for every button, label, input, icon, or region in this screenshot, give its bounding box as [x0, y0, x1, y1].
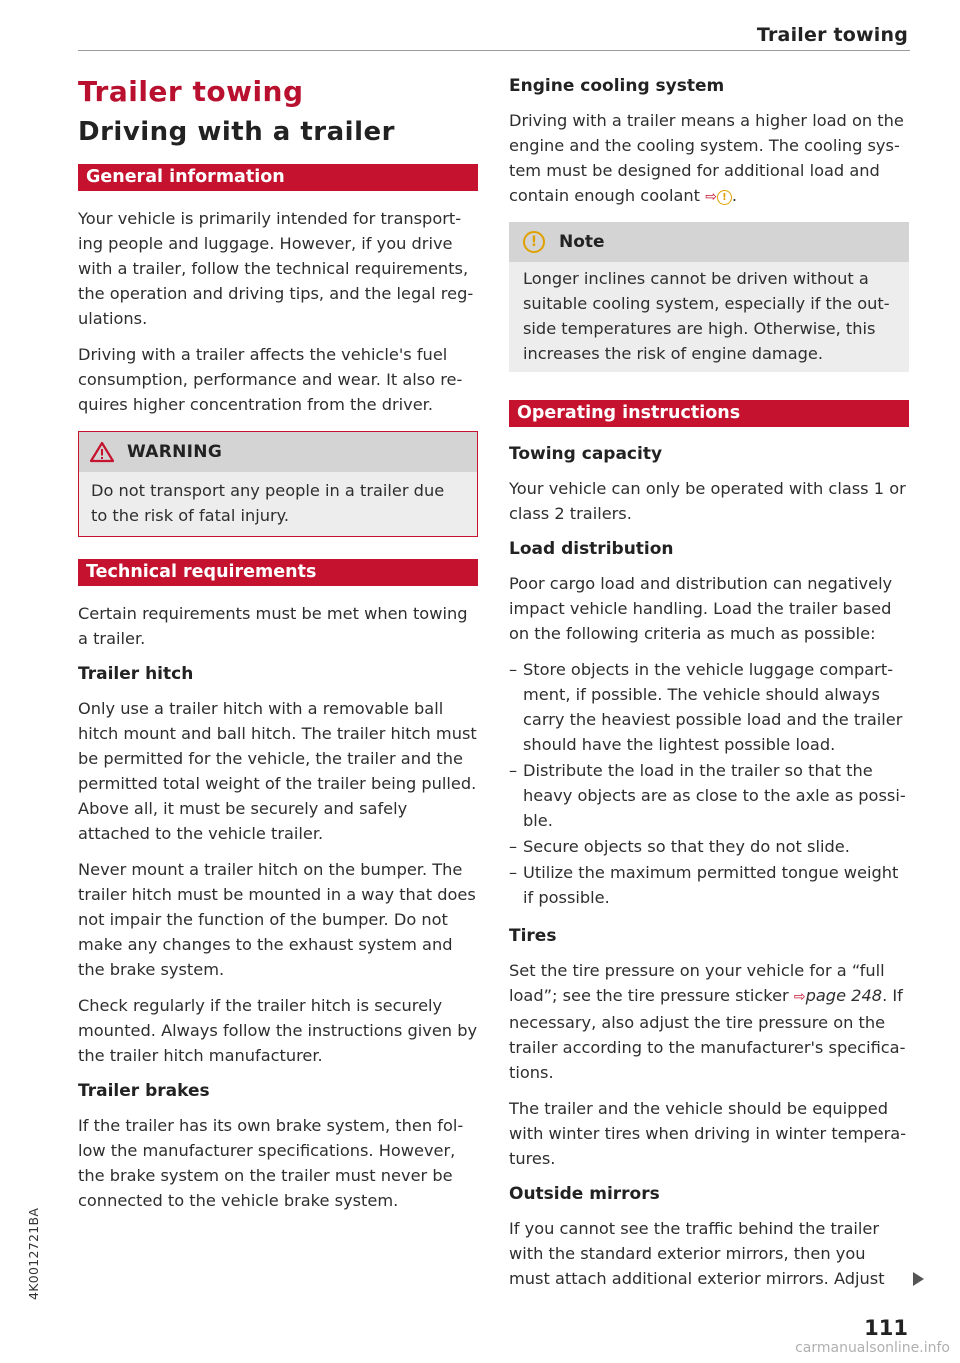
tires-paragraph-1 — [509, 958, 909, 1085]
tires-text-b: . If necessary, also adjust the tire pressure on the trailer according to the manufacturer's specifications. — [509, 986, 906, 1082]
trailer-hitch-heading: Trailer hitch — [78, 664, 194, 684]
list-item: – Secure objects so that they do not slide. — [509, 834, 909, 859]
mirrors-paragraph-1: If you cannot see the traffic behind the trailer with the standard exterior mirrors, then you must attach additional exterior mirrors. Adjust — [509, 1219, 885, 1288]
right-column — [509, 72, 909, 1302]
tires-paragraph-2: The trailer and the vehicle should be equipped with winter tires when driving in winter temperatures. — [509, 1099, 907, 1168]
warning-triangle-icon — [89, 441, 115, 463]
load-distribution-heading: Load distribution — [509, 539, 674, 559]
warning-box — [78, 431, 478, 537]
hitch-paragraph-3: Check regularly if the trailer hitch is securely mounted. Always follow the instructions given by the trailer hitch manufacturer. — [78, 996, 478, 1065]
technical-requirements-heading: Technical requirements — [78, 559, 478, 586]
continue-arrow-icon — [913, 1272, 924, 1286]
note-header — [509, 222, 909, 262]
general-paragraph-2: Driving with a trailer affects the vehicle's fuel consumption, performance and wear. It also requires higher concentration from the driver. — [78, 345, 463, 414]
towing-paragraph-1: Your vehicle can only be operated with class 1 or class 2 trailers. — [509, 479, 906, 523]
note-text: Longer inclines cannot be driven without a suitable cooling system, especially if the outside temperatures are high. Otherwise, this increases the risk of engine damage. — [509, 262, 909, 372]
document-code: 4K0012721BA — [26, 1207, 41, 1300]
note-exclamation-icon: ! — [523, 231, 545, 253]
running-header: Trailer towing — [756, 24, 908, 46]
tires-heading: Tires — [509, 926, 557, 946]
cooling-paragraph-end: . — [731, 186, 738, 205]
operating-instructions-heading: Operating instructions — [509, 400, 909, 427]
trailer-brakes-heading: Trailer brakes — [78, 1081, 210, 1101]
note-label: Note — [559, 232, 605, 252]
watermark: carmanualsonline.info — [795, 1340, 950, 1356]
warning-header — [79, 432, 477, 472]
tires-text-a: Set the tire pressure on your vehicle for a “full load”; see the tire pressure sticker — [509, 961, 885, 1005]
list-item: – Utilize the maximum permitted tongue weight if possible. — [509, 860, 909, 910]
general-information-heading: General information — [78, 164, 478, 191]
warning-label: WARNING — [127, 442, 223, 462]
page-reference-link[interactable]: page 248 — [805, 986, 883, 1005]
general-paragraph-1: Your vehicle is primarily intended for transporting people and luggage. However, if you drive with a trailer, follow the technical requirements, the operation and driving tips, and the legal regulations. — [78, 209, 474, 328]
chapter-title: Trailer towing — [78, 75, 304, 108]
left-column — [78, 72, 478, 1224]
section-title: Driving with a trailer — [78, 117, 395, 147]
load-list — [509, 657, 909, 910]
cooling-paragraph-1 — [509, 108, 909, 210]
towing-capacity-heading: Towing capacity — [509, 444, 663, 464]
list-item: – Store objects in the vehicle luggage compartment, if possible. The vehicle should always carry the heaviest possible load and the trailer should have the lightest possible load. — [509, 657, 909, 757]
header-rule — [78, 50, 910, 51]
warning-text: Do not transport any people in a trailer due to the risk of fatal injury. — [79, 472, 477, 536]
cross-reference-arrow-icon[interactable]: ⇨ — [793, 989, 806, 1005]
cooling-paragraph-text: Driving with a trailer means a higher load on the engine and the cooling system. The cooling system must be designed for additional load and contain enough coolant — [509, 111, 904, 205]
technical-paragraph-1: Certain requirements must be met when towing a trailer. — [78, 604, 468, 648]
note-box — [509, 222, 909, 372]
outside-mirrors-heading: Outside mirrors — [509, 1184, 660, 1204]
load-paragraph-1: Poor cargo load and distribution can negatively impact vehicle handling. Load the trailer based on the following criteria as much as possible: — [509, 574, 893, 643]
page-number: 111 — [864, 1316, 908, 1340]
note-reference-icon[interactable]: ! — [717, 190, 732, 205]
hitch-paragraph-2: Never mount a trailer hitch on the bumper. The trailer hitch must be mounted in a way that does not impair the function of the bumper. Do not make any changes to the exhaust system and the brake system. — [78, 860, 476, 979]
cross-reference-arrow-icon[interactable]: ⇨ — [705, 189, 717, 205]
brakes-paragraph-1: If the trailer has its own brake system, then follow the manufacturer specifications. However, the brake system on the trailer must never be connected to the vehicle brake system. — [78, 1116, 464, 1210]
list-item: – Distribute the load in the trailer so that the heavy objects are as close to the axle as possible. — [509, 758, 909, 833]
engine-cooling-heading: Engine cooling system — [509, 76, 725, 96]
hitch-paragraph-1: Only use a trailer hitch with a removable ball hitch mount and ball hitch. The trailer hitch must be permitted for the vehicle, the trailer and the permitted total weight of the trailer being pulled. Above all, it must be securely and safely attached to the vehicle trailer. — [78, 699, 477, 843]
